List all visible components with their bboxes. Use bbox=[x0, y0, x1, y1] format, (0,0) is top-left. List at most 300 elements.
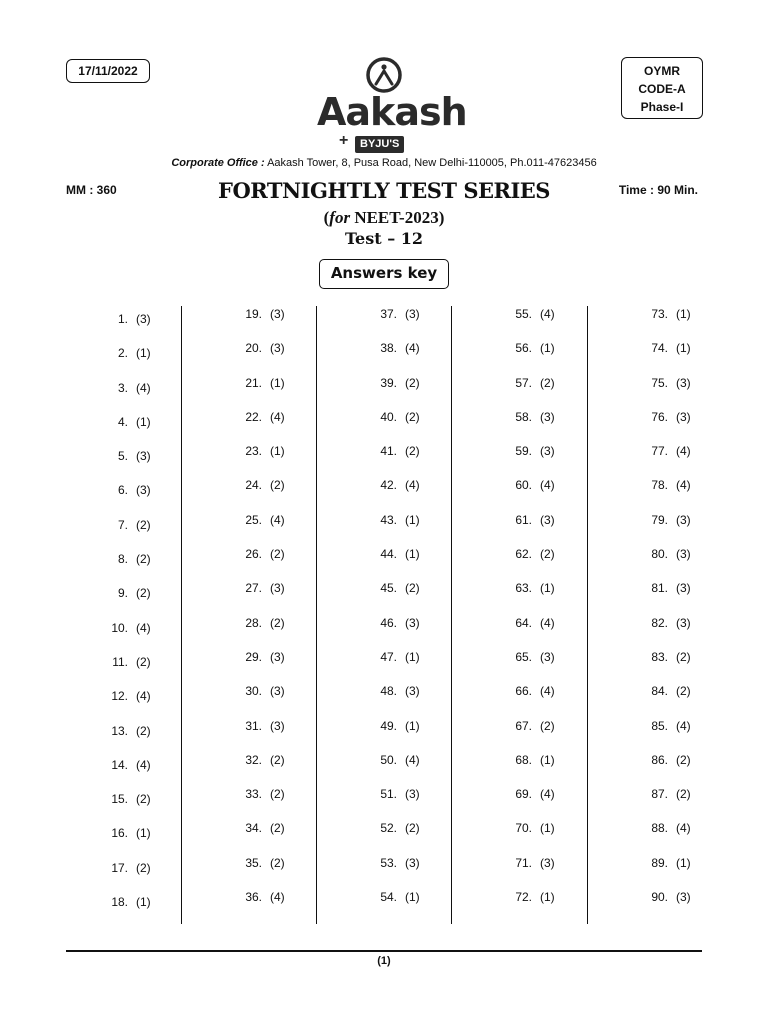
column-divider bbox=[181, 306, 182, 924]
answer-option: (2) bbox=[270, 752, 285, 767]
question-number: 40. bbox=[380, 409, 397, 424]
answer-option: (3) bbox=[676, 409, 691, 424]
answer-option: (4) bbox=[405, 341, 420, 356]
answer-option: (2) bbox=[540, 547, 555, 562]
question-number: 81. bbox=[651, 581, 668, 596]
exam-subtitle: (for NEET-2023) bbox=[323, 208, 445, 227]
answer-row bbox=[82, 415, 166, 449]
answer-option: (4) bbox=[540, 787, 555, 802]
answer-option: (4) bbox=[540, 307, 555, 321]
answer-option: (2) bbox=[136, 517, 151, 532]
answer-row bbox=[353, 547, 435, 581]
answer-option: (1) bbox=[405, 649, 420, 664]
answer-option: (2) bbox=[540, 718, 555, 733]
answer-row bbox=[353, 719, 435, 753]
answer-option: (2) bbox=[676, 787, 691, 802]
answer-option: (3) bbox=[405, 855, 420, 870]
question-number: 1. bbox=[117, 312, 128, 326]
answer-option: (1) bbox=[136, 346, 151, 361]
code-line: Phase-I bbox=[640, 100, 684, 114]
answer-row bbox=[218, 684, 300, 718]
question-number: 52. bbox=[380, 821, 397, 836]
question-number: 3. bbox=[117, 380, 128, 395]
answer-row bbox=[82, 621, 166, 655]
answer-column bbox=[218, 307, 300, 924]
answer-option: (2) bbox=[136, 792, 151, 807]
question-number: 31. bbox=[245, 718, 262, 733]
max-marks: MM : 360 bbox=[66, 183, 117, 197]
answer-option: (3) bbox=[540, 855, 555, 870]
question-number: 75. bbox=[651, 375, 668, 390]
answer-row bbox=[488, 376, 570, 410]
question-number: 51. bbox=[380, 787, 397, 802]
answer-option: (2) bbox=[405, 409, 420, 424]
answer-option: (3) bbox=[270, 718, 285, 733]
answer-row bbox=[623, 478, 706, 512]
question-number: 34. bbox=[245, 821, 262, 836]
answer-option: (4) bbox=[676, 478, 691, 493]
question-number: 59. bbox=[515, 444, 532, 459]
answers-key-heading: Answers key bbox=[319, 259, 449, 289]
question-number: 22. bbox=[245, 409, 262, 424]
answer-option: (1) bbox=[405, 547, 420, 562]
answer-row bbox=[353, 513, 435, 547]
answer-option: (3) bbox=[676, 581, 691, 596]
answer-option: (2) bbox=[405, 821, 420, 836]
answer-row bbox=[82, 895, 166, 929]
answer-option: (4) bbox=[540, 615, 555, 630]
answer-row bbox=[623, 581, 706, 615]
answer-option: (1) bbox=[540, 890, 555, 905]
answer-row bbox=[623, 444, 706, 478]
question-number: 80. bbox=[651, 547, 668, 562]
answer-row bbox=[218, 616, 300, 650]
answer-row bbox=[623, 547, 706, 581]
answer-row bbox=[488, 616, 570, 650]
answer-option: (4) bbox=[136, 689, 151, 704]
question-number: 36. bbox=[245, 890, 262, 905]
answer-option: (4) bbox=[405, 752, 420, 767]
answer-option: (4) bbox=[270, 512, 285, 527]
question-number: 67. bbox=[515, 718, 532, 733]
question-number: 41. bbox=[380, 444, 397, 459]
column-divider bbox=[451, 306, 452, 924]
answer-option: (1) bbox=[136, 414, 151, 429]
answer-row bbox=[218, 650, 300, 684]
page-number: (1) bbox=[377, 955, 391, 967]
answer-row bbox=[623, 616, 706, 650]
answer-row bbox=[353, 478, 435, 512]
answer-option: (1) bbox=[540, 821, 555, 836]
answer-column bbox=[353, 307, 435, 924]
question-number: 48. bbox=[380, 684, 397, 699]
answer-option: (3) bbox=[405, 615, 420, 630]
exam-time: Time : 90 Min. bbox=[618, 183, 698, 197]
question-number: 32. bbox=[245, 752, 262, 767]
question-number: 11. bbox=[112, 654, 128, 669]
answer-option: (2) bbox=[676, 752, 691, 767]
question-number: 42. bbox=[380, 478, 397, 493]
answer-option: (2) bbox=[270, 787, 285, 802]
answer-option: (4) bbox=[676, 444, 691, 459]
answer-row bbox=[82, 724, 166, 758]
answer-option: (1) bbox=[270, 444, 285, 459]
question-number: 21. bbox=[245, 375, 262, 390]
answer-row bbox=[82, 689, 166, 723]
question-number: 73. bbox=[651, 307, 668, 321]
answer-option: (2) bbox=[405, 581, 420, 596]
answer-row bbox=[488, 307, 570, 341]
office-label: Corporate Office : bbox=[171, 157, 265, 169]
answer-row bbox=[353, 376, 435, 410]
answer-row bbox=[623, 719, 706, 753]
question-number: 72. bbox=[515, 890, 532, 905]
answer-row bbox=[353, 684, 435, 718]
answer-option: (3) bbox=[270, 307, 285, 321]
date-badge: 17/11/2022 bbox=[66, 59, 150, 83]
question-number: 14. bbox=[111, 757, 128, 772]
question-number: 79. bbox=[651, 512, 668, 527]
answer-row bbox=[353, 444, 435, 478]
answer-row bbox=[488, 478, 570, 512]
answer-row bbox=[218, 787, 300, 821]
question-number: 88. bbox=[651, 821, 668, 836]
answer-option: (2) bbox=[136, 723, 151, 738]
answer-row bbox=[488, 684, 570, 718]
question-number: 60. bbox=[515, 478, 532, 493]
answer-row bbox=[218, 444, 300, 478]
answer-option: (1) bbox=[405, 890, 420, 905]
question-number: 54. bbox=[380, 890, 397, 905]
answer-row bbox=[218, 753, 300, 787]
question-number: 13. bbox=[111, 723, 128, 738]
question-number: 4. bbox=[117, 414, 128, 429]
question-number: 90. bbox=[651, 890, 668, 905]
answer-row bbox=[488, 341, 570, 375]
answer-option: (1) bbox=[540, 752, 555, 767]
answer-row bbox=[353, 753, 435, 787]
question-number: 83. bbox=[651, 649, 668, 664]
question-number: 58. bbox=[515, 409, 532, 424]
question-number: 30. bbox=[245, 684, 262, 699]
aakash-emblem-icon bbox=[365, 56, 403, 94]
question-number: 25. bbox=[245, 512, 262, 527]
question-number: 74. bbox=[651, 341, 668, 356]
answer-option: (1) bbox=[136, 895, 151, 910]
answer-option: (4) bbox=[136, 620, 151, 635]
question-number: 33. bbox=[245, 787, 262, 802]
answer-option: (2) bbox=[676, 649, 691, 664]
answer-row bbox=[488, 547, 570, 581]
answer-option: (3) bbox=[540, 512, 555, 527]
answer-row bbox=[488, 444, 570, 478]
question-number: 44. bbox=[380, 547, 397, 562]
partner-badge: BYJU'S bbox=[355, 136, 404, 153]
answer-row bbox=[623, 307, 706, 341]
brand-name: Aakash bbox=[317, 90, 467, 134]
question-number: 78. bbox=[651, 478, 668, 493]
answer-row bbox=[353, 821, 435, 855]
answer-option: (2) bbox=[270, 821, 285, 836]
question-number: 84. bbox=[651, 684, 668, 699]
answer-row bbox=[218, 856, 300, 890]
answer-row bbox=[353, 650, 435, 684]
question-number: 43. bbox=[380, 512, 397, 527]
answer-option: (3) bbox=[676, 615, 691, 630]
plus-icon: + bbox=[339, 132, 349, 149]
answer-row bbox=[623, 856, 706, 890]
answer-option: (2) bbox=[136, 586, 151, 601]
answer-column bbox=[488, 307, 570, 924]
question-number: 66. bbox=[515, 684, 532, 699]
question-number: 28. bbox=[245, 615, 262, 630]
answer-row bbox=[82, 346, 166, 380]
answer-option: (3) bbox=[270, 649, 285, 664]
question-number: 12. bbox=[111, 689, 128, 704]
question-number: 19. bbox=[245, 307, 262, 321]
answer-option: (4) bbox=[540, 684, 555, 699]
code-badge bbox=[621, 57, 703, 119]
answer-option: (4) bbox=[136, 380, 151, 395]
question-number: 55. bbox=[515, 307, 532, 321]
answer-option: (1) bbox=[540, 341, 555, 356]
answer-option: (4) bbox=[270, 890, 285, 905]
question-number: 76. bbox=[651, 409, 668, 424]
answer-row bbox=[82, 826, 166, 860]
answer-row bbox=[488, 821, 570, 855]
answer-option: (1) bbox=[676, 855, 691, 870]
answer-row bbox=[82, 312, 166, 346]
question-number: 62. bbox=[515, 547, 532, 562]
office-address: Aakash Tower, 8, Pusa Road, New Delhi-110005, Ph.011-47623456 bbox=[264, 157, 597, 169]
question-number: 37. bbox=[380, 307, 397, 321]
question-number: 16. bbox=[111, 826, 128, 841]
answer-option: (2) bbox=[136, 654, 151, 669]
question-number: 39. bbox=[380, 375, 397, 390]
question-number: 35. bbox=[245, 855, 262, 870]
question-number: 50. bbox=[380, 752, 397, 767]
answer-row bbox=[82, 381, 166, 415]
answer-row bbox=[623, 376, 706, 410]
answer-row bbox=[488, 753, 570, 787]
answer-option: (2) bbox=[270, 478, 285, 493]
question-number: 71. bbox=[515, 855, 532, 870]
answer-option: (2) bbox=[270, 547, 285, 562]
answer-row bbox=[623, 513, 706, 547]
question-number: 46. bbox=[380, 615, 397, 630]
answer-row bbox=[623, 410, 706, 444]
question-number: 89. bbox=[651, 855, 668, 870]
question-number: 45. bbox=[380, 581, 397, 596]
aakash-logo bbox=[317, 52, 467, 158]
answer-row bbox=[488, 787, 570, 821]
answer-row bbox=[623, 890, 706, 924]
answer-row bbox=[488, 719, 570, 753]
answer-option: (3) bbox=[676, 512, 691, 527]
answer-option: (2) bbox=[136, 860, 151, 875]
question-number: 87. bbox=[651, 787, 668, 802]
answer-option: (3) bbox=[136, 483, 151, 498]
answer-option: (2) bbox=[270, 615, 285, 630]
answer-row bbox=[218, 547, 300, 581]
answer-option: (4) bbox=[405, 478, 420, 493]
question-number: 57. bbox=[515, 375, 532, 390]
answer-row bbox=[218, 307, 300, 341]
question-number: 29. bbox=[245, 649, 262, 664]
answer-row bbox=[218, 821, 300, 855]
answer-row bbox=[488, 650, 570, 684]
answer-row bbox=[82, 792, 166, 826]
question-number: 2. bbox=[117, 346, 128, 361]
answer-option: (3) bbox=[540, 409, 555, 424]
answer-row bbox=[82, 552, 166, 586]
column-divider bbox=[587, 306, 588, 924]
question-number: 70. bbox=[515, 821, 532, 836]
answer-option: (1) bbox=[405, 512, 420, 527]
answer-option: (3) bbox=[270, 684, 285, 699]
question-number: 6. bbox=[117, 483, 128, 498]
answer-row bbox=[82, 586, 166, 620]
test-number: Test – 12 bbox=[344, 229, 424, 248]
answer-row bbox=[488, 856, 570, 890]
answer-row bbox=[353, 890, 435, 924]
answer-option: (3) bbox=[270, 341, 285, 356]
question-number: 17. bbox=[111, 860, 128, 875]
question-number: 56. bbox=[515, 341, 532, 356]
column-divider bbox=[316, 306, 317, 924]
answer-row bbox=[218, 478, 300, 512]
answer-row bbox=[488, 513, 570, 547]
question-number: 18. bbox=[111, 895, 128, 910]
answer-option: (3) bbox=[405, 684, 420, 699]
answer-row bbox=[623, 684, 706, 718]
answer-option: (4) bbox=[676, 821, 691, 836]
question-number: 61. bbox=[515, 512, 532, 527]
page-title: FORTNIGHTLY TEST SERIES bbox=[218, 178, 550, 203]
question-number: 65. bbox=[515, 649, 532, 664]
answer-row bbox=[488, 581, 570, 615]
answer-row bbox=[218, 376, 300, 410]
answer-row bbox=[623, 787, 706, 821]
answer-row bbox=[218, 410, 300, 444]
answer-row bbox=[353, 307, 435, 341]
answer-option: (2) bbox=[540, 375, 555, 390]
answer-row bbox=[488, 890, 570, 924]
answer-option: (3) bbox=[405, 307, 420, 321]
answer-option: (2) bbox=[136, 552, 151, 567]
answer-row bbox=[353, 341, 435, 375]
answer-option: (1) bbox=[676, 307, 691, 321]
answer-option: (3) bbox=[540, 444, 555, 459]
answer-row bbox=[218, 890, 300, 924]
answer-column bbox=[82, 312, 166, 929]
question-number: 85. bbox=[651, 718, 668, 733]
question-number: 63. bbox=[515, 581, 532, 596]
answer-option: (3) bbox=[405, 787, 420, 802]
answer-option: (3) bbox=[676, 547, 691, 562]
answer-row bbox=[82, 483, 166, 517]
question-number: 77. bbox=[651, 444, 668, 459]
answer-option: (2) bbox=[405, 444, 420, 459]
footer-divider bbox=[66, 950, 702, 952]
answer-option: (3) bbox=[540, 649, 555, 664]
code-line: OYMR bbox=[644, 64, 680, 78]
question-number: 5. bbox=[117, 449, 128, 464]
corporate-office bbox=[0, 157, 768, 169]
answer-option: (4) bbox=[136, 757, 151, 772]
answer-option: (1) bbox=[676, 341, 691, 356]
question-number: 20. bbox=[245, 341, 262, 356]
answer-row bbox=[353, 787, 435, 821]
answer-row bbox=[488, 410, 570, 444]
answer-row bbox=[623, 753, 706, 787]
answer-row bbox=[623, 821, 706, 855]
question-number: 26. bbox=[245, 547, 262, 562]
answer-option: (3) bbox=[676, 375, 691, 390]
answer-row bbox=[353, 410, 435, 444]
answer-option: (3) bbox=[136, 312, 151, 326]
question-number: 53. bbox=[380, 855, 397, 870]
answer-option: (1) bbox=[405, 718, 420, 733]
code-line: CODE-A bbox=[638, 82, 686, 96]
answer-row bbox=[82, 449, 166, 483]
answer-option: (1) bbox=[136, 826, 151, 841]
question-number: 49. bbox=[380, 718, 397, 733]
answer-row bbox=[82, 518, 166, 552]
answer-option: (3) bbox=[136, 449, 151, 464]
answer-row bbox=[353, 581, 435, 615]
answer-option: (2) bbox=[676, 684, 691, 699]
answer-option: (2) bbox=[405, 375, 420, 390]
question-number: 23. bbox=[245, 444, 262, 459]
answer-row bbox=[82, 861, 166, 895]
question-number: 38. bbox=[380, 341, 397, 356]
question-number: 68. bbox=[515, 752, 532, 767]
question-number: 7. bbox=[117, 517, 128, 532]
answer-option: (4) bbox=[270, 409, 285, 424]
answer-option: (2) bbox=[270, 855, 285, 870]
question-number: 24. bbox=[245, 478, 262, 493]
answer-option: (1) bbox=[270, 375, 285, 390]
answer-option: (3) bbox=[270, 581, 285, 596]
question-number: 9. bbox=[117, 586, 128, 601]
answer-option: (4) bbox=[676, 718, 691, 733]
answer-row bbox=[218, 719, 300, 753]
question-number: 64. bbox=[515, 615, 532, 630]
question-number: 69. bbox=[515, 787, 532, 802]
question-number: 10. bbox=[111, 620, 128, 635]
answer-row bbox=[623, 341, 706, 375]
question-number: 82. bbox=[651, 615, 668, 630]
answer-option: (1) bbox=[540, 581, 555, 596]
answer-column bbox=[623, 307, 706, 924]
question-number: 86. bbox=[651, 752, 668, 767]
answer-row bbox=[82, 655, 166, 689]
answer-row bbox=[218, 581, 300, 615]
answer-row bbox=[218, 341, 300, 375]
answer-row bbox=[353, 616, 435, 650]
answer-option: (3) bbox=[676, 890, 691, 905]
answer-row bbox=[218, 513, 300, 547]
question-number: 27. bbox=[245, 581, 262, 596]
answer-option: (4) bbox=[540, 478, 555, 493]
answer-row bbox=[623, 650, 706, 684]
question-number: 8. bbox=[117, 552, 128, 567]
answer-row bbox=[82, 758, 166, 792]
answer-row bbox=[353, 856, 435, 890]
question-number: 15. bbox=[111, 792, 128, 807]
question-number: 47. bbox=[380, 649, 397, 664]
